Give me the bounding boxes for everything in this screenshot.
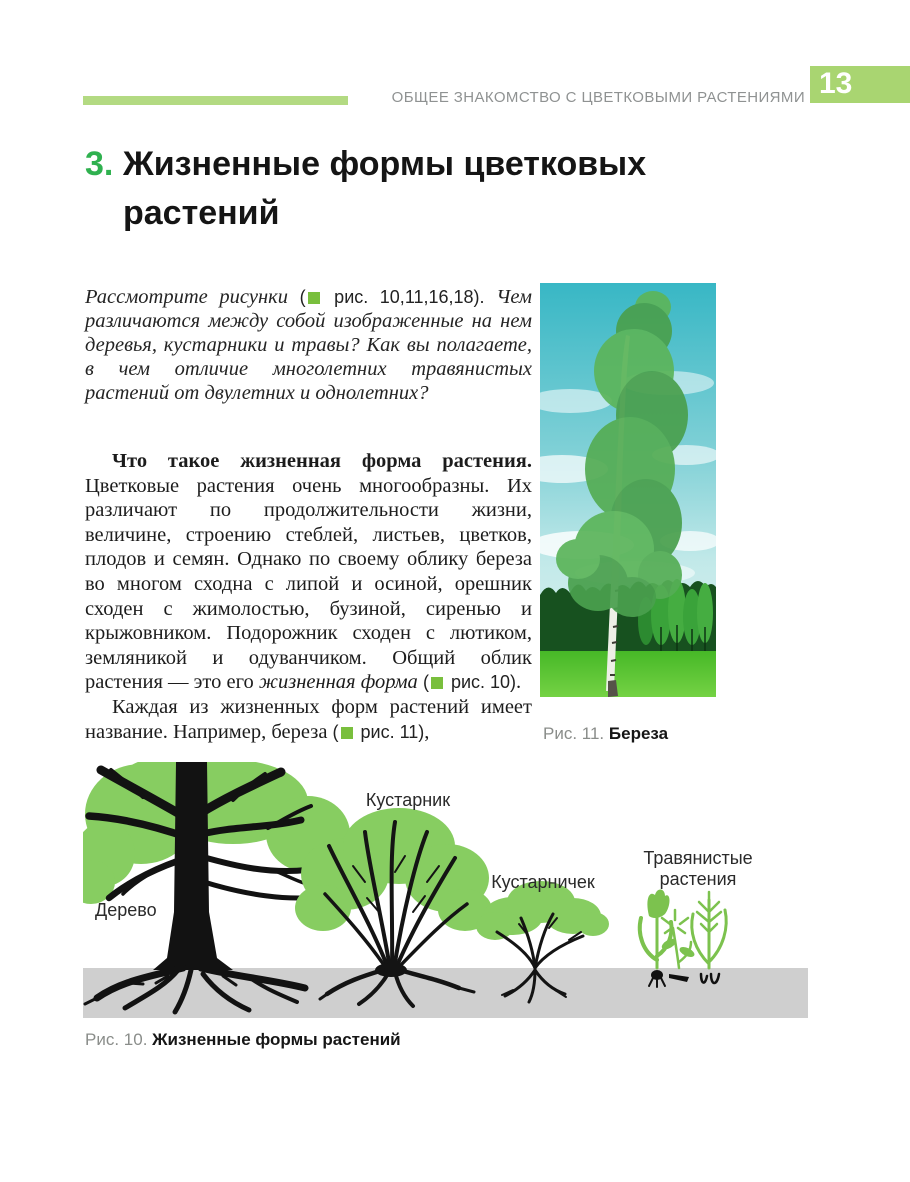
chapter-heading <box>85 140 705 238</box>
figure-11-title: Береза <box>608 724 669 743</box>
figure-ref-bullet <box>341 727 353 739</box>
label-shrub: Кустарник <box>365 790 451 810</box>
life-forms-figure <box>83 762 810 1020</box>
page-number-badge <box>810 66 910 103</box>
figure-11-label: Рис. 11. <box>543 724 605 743</box>
figure-10-label: Рис. 10. <box>85 1030 148 1049</box>
figure-ref-bullet <box>431 677 443 689</box>
label-dwarf-shrub: Кустарничек <box>491 872 595 892</box>
chapter-title: Жизненные формы цветковых растений <box>123 145 647 232</box>
figure-10-caption <box>85 1030 401 1050</box>
page-number: 13 <box>819 67 853 100</box>
header-rule <box>83 96 348 105</box>
figure-ref-bullet <box>308 292 320 304</box>
intro-question: Рассмотрите рисунки ( рис. 10,11,16,18). Чем различаются между собой изображенные на нем деревья, кустарники и травы? Как вы полагаете, в чем отличие многолетних травянистых растений от двулетних и однолетних? <box>85 286 533 404</box>
body-text <box>85 449 532 744</box>
label-herbaceous-plants: Травянистые растения <box>643 848 753 889</box>
label-tree: Дерево <box>95 900 157 920</box>
photo-meadow <box>540 651 716 697</box>
figure-11-caption <box>543 724 668 744</box>
figure-10-title: Жизненные формы растений <box>152 1030 401 1049</box>
chapter-number: 3. <box>85 145 114 183</box>
birch-photo <box>540 283 716 697</box>
body-paragraph: Что такое жизненная форма растения. Цветковые растения очень многообразны. Их различают по продолжительности жизни, величине, строению стеблей, листьев, цветков, плодов и семян. Однако по своему облику береза во многом сходна с липой и осиной, орешник сходен с жимолостью, бузиной, сиренью и крыжовником. Подорожник сходен с лютиком, земляникой и одуванчиком. Общий облик растения — это его жизненная форма ( рис. 10). <box>85 450 532 694</box>
running-head: ОБЩЕЕ ЗНАКОМСТВО С ЦВЕТКОВЫМИ РАСТЕНИЯМИ <box>391 89 805 106</box>
body-paragraph: Каждая из жизненных форм растений имеет название. Например, береза ( рис. 11), <box>85 695 532 743</box>
